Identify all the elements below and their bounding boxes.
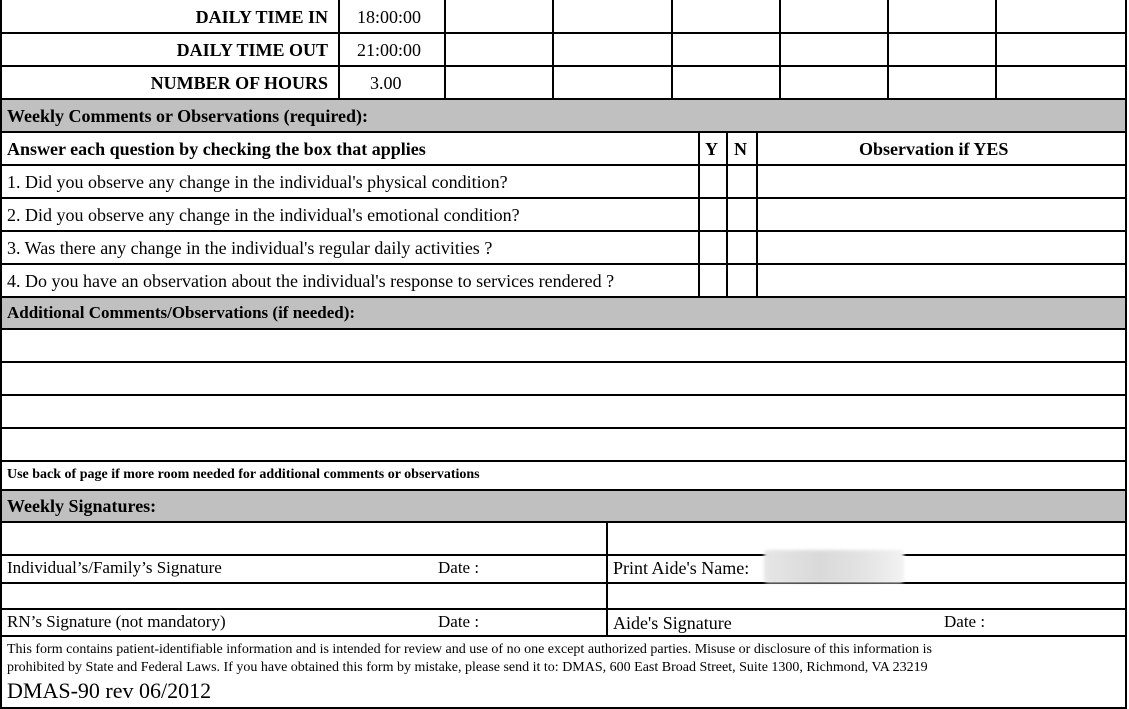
yes-column-header: Y	[705, 139, 718, 159]
additional-comments-heading: Additional Comments/Observations (if needed):	[7, 303, 356, 322]
q4-yes-checkbox[interactable]	[700, 265, 726, 296]
individual-signature-label: Individual’s/Family’s Signature	[7, 558, 222, 577]
individual-signature-field[interactable]	[2, 523, 606, 554]
observation-column-header: Observation if YES	[859, 139, 1009, 159]
additional-comments-line-3[interactable]	[2, 396, 1125, 427]
daily-time-in-label: DAILY TIME IN	[195, 7, 328, 27]
daily-time-out-value: 21:00:00	[357, 40, 422, 60]
question-3: 3. Was there any change in the individual's regular daily activities ?	[7, 238, 493, 258]
number-of-hours-value: 3.00	[370, 73, 402, 93]
rn-date-label: Date :	[438, 612, 480, 631]
question-4: 4. Do you have an observation about the individual's response to services rendered ?	[7, 271, 615, 291]
rn-signature-label: RN’s Signature (not mandatory)	[7, 612, 226, 631]
additional-comments-line-4[interactable]	[2, 429, 1125, 460]
redacted-aide-name	[764, 550, 904, 583]
q2-no-checkbox[interactable]	[728, 199, 756, 230]
privacy-notice-line-2: prohibited by State and Federal Laws. If you have obtained this form by mistake, please send it to: DMAS, 600 East Broad Street, Suite 1300, Richmond, VA 23219	[7, 660, 928, 675]
weekly-comments-heading: Weekly Comments or Observations (required):	[7, 106, 368, 126]
rn-signature-field[interactable]	[2, 584, 606, 608]
q1-no-checkbox[interactable]	[728, 166, 756, 197]
q3-yes-checkbox[interactable]	[700, 232, 726, 263]
additional-comments-line-2[interactable]	[2, 363, 1125, 394]
no-column-header: N	[734, 139, 747, 159]
privacy-notice-line-1: This form contains patient-identifiable information and is intended for review and use of no one except authorized parties. Misuse or disclosure of this information is	[7, 642, 932, 657]
form-id: DMAS-90 rev 06/2012	[7, 678, 212, 703]
q4-no-checkbox[interactable]	[728, 265, 756, 296]
additional-comments-note: Use back of page if more room needed for additional comments or observations	[7, 467, 480, 482]
aide-signature-field[interactable]	[608, 584, 1125, 608]
question-1: 1. Did you observe any change in the individual's physical condition?	[7, 172, 508, 192]
aide-signature-label: Aide's Signature	[613, 613, 732, 633]
q3-no-checkbox[interactable]	[728, 232, 756, 263]
q4-observation-field[interactable]	[758, 265, 1125, 296]
weekly-signatures-heading: Weekly Signatures:	[7, 496, 157, 516]
daily-time-in-value: 18:00:00	[357, 7, 422, 27]
q2-yes-checkbox[interactable]	[700, 199, 726, 230]
q1-observation-field[interactable]	[758, 166, 1125, 197]
q1-yes-checkbox[interactable]	[700, 166, 726, 197]
individual-date-label: Date :	[438, 558, 480, 577]
aide-date-label: Date :	[944, 612, 986, 631]
print-aide-name-label: Print Aide's Name:	[613, 558, 750, 578]
question-2: 2. Did you observe any change in the individual's emotional condition?	[7, 205, 520, 225]
q2-observation-field[interactable]	[758, 199, 1125, 230]
q3-observation-field[interactable]	[758, 232, 1125, 263]
daily-time-out-label: DAILY TIME OUT	[176, 40, 328, 60]
question-header: Answer each question by checking the box that applies	[7, 139, 426, 159]
additional-comments-line-1[interactable]	[2, 330, 1125, 361]
number-of-hours-label: NUMBER OF HOURS	[150, 73, 328, 93]
weekly-signatures-band	[1, 490, 1125, 521]
